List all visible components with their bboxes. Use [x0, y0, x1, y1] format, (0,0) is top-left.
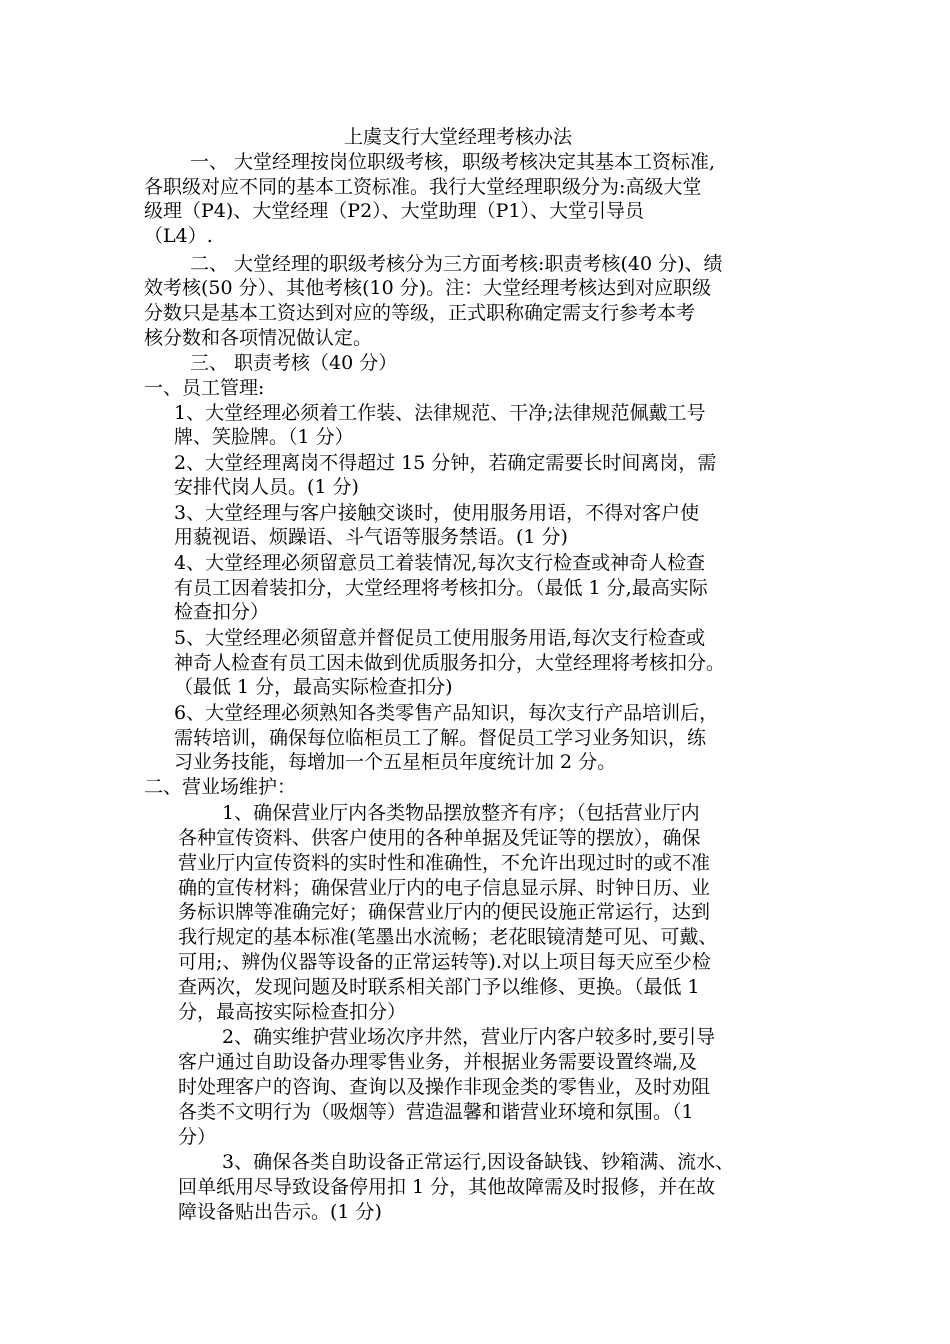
text-line: 客户通过自助设备办理零售业务，并根据业务需要设置终端,及 — [178, 1051, 698, 1073]
text-line: 1、大堂经理必须着工作装、法律规范、干净;法律规范佩戴工号 — [174, 402, 706, 424]
text-line: 回单纸用尽导致设备停用扣 1 分，其他故障需及时报修，并在故 — [178, 1176, 716, 1198]
text-line: 2、大堂经理离岗不得超过 15 分钟，若确定需要长时间离岗，需 — [174, 452, 717, 474]
section-heading: 三、 职责考核（40 分） — [190, 352, 398, 374]
text-line: 障设备贴出告示。(1 分) — [178, 1201, 382, 1223]
text-line: 务标识牌等准确完好；确保营业厅内的便民设施正常运行，达到 — [178, 901, 711, 923]
text-line: 5、大堂经理必须留意并督促员工使用服务用语,每次支行检查或 — [174, 627, 706, 649]
text-line: 级理（P4)、大堂经理（P2）、大堂助理（P1）、大堂引导员 — [144, 200, 645, 222]
text-line: 效考核(50 分）、其他考核(10 分)。注：大堂经理考核达到对应职级 — [144, 277, 712, 299]
text-line: 2、确实维护营业场次序井然，营业厅内客户较多时,要引导 — [222, 1026, 716, 1048]
text-line: 有员工因着装扣分，大堂经理将考核扣分。（最低 1 分,最高实际 — [174, 577, 708, 599]
text-line: 安排代岗人员。(1 分) — [174, 476, 359, 498]
text-line: 4、大堂经理必须留意员工着装情况,每次支行检查或神奇人检查 — [174, 552, 706, 574]
text-line: 营业厅内宣传资料的实时性和准确性，不允许出现过时的或不准 — [178, 852, 711, 874]
text-line: 分，最高按实际检查扣分） — [178, 1001, 407, 1023]
document-title: 上虞支行大堂经理考核办法 — [344, 126, 573, 148]
section-heading: 一、员工管理: — [144, 377, 265, 399]
text-line: 3、大堂经理与客户接触交谈时，使用服务用语，不得对客户使 — [174, 502, 700, 524]
text-line: 牌、笑脸牌。（1 分） — [174, 426, 354, 448]
text-line: 3、确保各类自助设备正常运行,因设备缺钱、钞箱满、流水、 — [222, 1151, 735, 1173]
text-line: 各职级对应不同的基本工资标准。我行大堂经理职级分为:高级大堂 — [144, 176, 702, 198]
text-line: 分数只是基本工资达到对应的等级，正式职称确定需支行参考本考 — [144, 302, 696, 324]
text-line: 各类不文明行为（吸烟等）营造温馨和谐营业环境和氛围。（1 — [178, 1101, 694, 1123]
text-line: 我行规定的基本标准(笔墨出水流畅；老花眼镜清楚可见、可戴、 — [178, 926, 718, 948]
text-line: 习业务技能，每增加一个五星柜员年度统计加 2 分。 — [174, 751, 617, 773]
text-line: 神奇人检查有员工因未做到优质服务扣分，大堂经理将考核扣分。 — [174, 652, 726, 674]
text-line: 需转培训，确保每位临柜员工了解。督促员工学习业务知识，练 — [174, 727, 707, 749]
text-line: 时处理客户的咨询、查询以及操作非现金类的零售业，及时劝阻 — [178, 1076, 711, 1098]
text-line: 6、大堂经理必须熟知各类零售产品知识，每次支行产品培训后， — [174, 702, 719, 724]
text-line: 核分数和各项情况做认定。 — [144, 327, 373, 349]
text-line: 确的宣传材料；确保营业厅内的电子信息显示屏、时钟日历、业 — [178, 877, 711, 899]
text-line: 各种宣传资料、供客户使用的各种单据及凭证等的摆放），确保 — [178, 827, 701, 849]
text-line: 可用;、辨伪仪器等设备的正常运转等).对以上项目每天应至少检 — [178, 951, 711, 973]
text-line: （最低 1 分，最高实际检查扣分) — [174, 676, 453, 698]
text-line: 一、 大堂经理按岗位职级考核，职级考核决定其基本工资标准, — [190, 151, 716, 173]
text-line: 二、 大堂经理的职级考核分为三方面考核:职责考核(40 分)、绩 — [190, 253, 723, 275]
text-line: 用藐视语、烦躁语、斗气语等服务禁语。(1 分) — [174, 526, 568, 548]
text-line: 分） — [178, 1126, 217, 1148]
section-heading: 二、营业场维护： — [144, 776, 297, 798]
text-line: 查两次，发现问题及时联系相关部门予以维修、更换。（最低 1 — [178, 976, 700, 998]
text-line: 1、确保营业厅内各类物品摆放整齐有序；（包括营业厅内 — [222, 802, 700, 824]
text-line: 检查扣分） — [174, 601, 270, 623]
text-line: （L4）. — [144, 225, 213, 247]
